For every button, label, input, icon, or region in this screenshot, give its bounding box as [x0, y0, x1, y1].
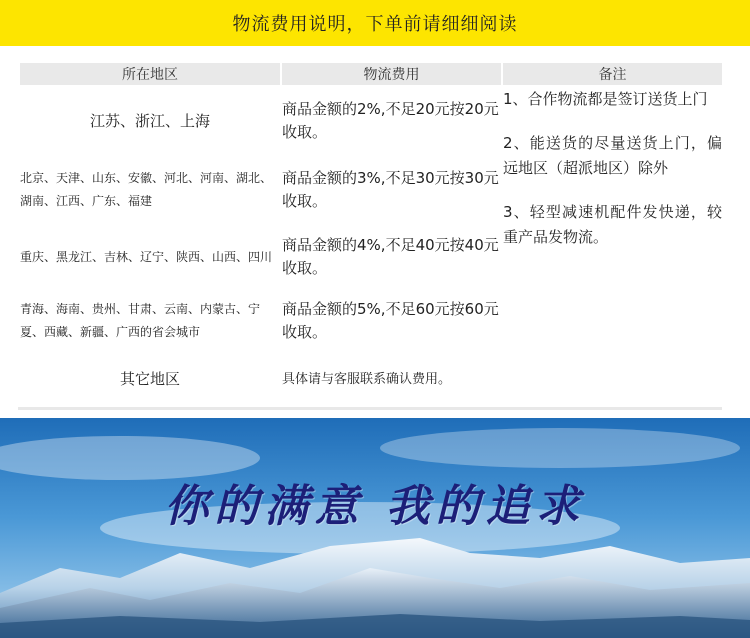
note-item: 1、合作物流都是签订送货上门: [503, 90, 708, 108]
region-cell: 重庆、黑龙江、吉林、辽宁、陕西、山西、四川: [19, 224, 281, 290]
note-item: 2、能送货的尽量送货上门，偏远地区（超派地区）除外: [503, 134, 722, 177]
shipping-fee-table: [18, 61, 722, 410]
header-fee: 物流费用: [281, 62, 502, 86]
header-region: 所在地区: [19, 62, 281, 86]
mountain-banner-image: [0, 418, 750, 638]
fee-cell: 具体请与客服联系确认费用。: [281, 352, 502, 406]
banner-title: 物流费用说明，下单前请细细阅读: [232, 14, 518, 35]
fee-cell: 商品金额的5%,不足60元按60元收取。: [281, 290, 502, 352]
region-cell: 青海、海南、贵州、甘肃、云南、内蒙古、宁夏、西藏、新疆、广西的省会城市: [19, 290, 281, 352]
region-cell: 其它地区: [19, 352, 281, 406]
title-banner: [0, 0, 750, 46]
region-cell: 江苏、浙江、上海: [19, 86, 281, 156]
fee-cell: 商品金额的2%,不足20元按20元收取。: [281, 86, 502, 156]
notes-cell: [502, 86, 723, 406]
note-item: 3、轻型减速机配件发快递，较重产品发物流。: [503, 203, 722, 246]
region-cell: 北京、天津、山东、安徽、河北、河南、湖北、湖南、江西、广东、福建: [19, 156, 281, 224]
slogan: 你的满意 我的追求: [164, 481, 586, 532]
header-note: 备注: [502, 62, 723, 86]
fee-cell: 商品金额的4%,不足40元按40元收取。: [281, 224, 502, 290]
fee-cell: 商品金额的3%,不足30元按30元收取。: [281, 156, 502, 224]
